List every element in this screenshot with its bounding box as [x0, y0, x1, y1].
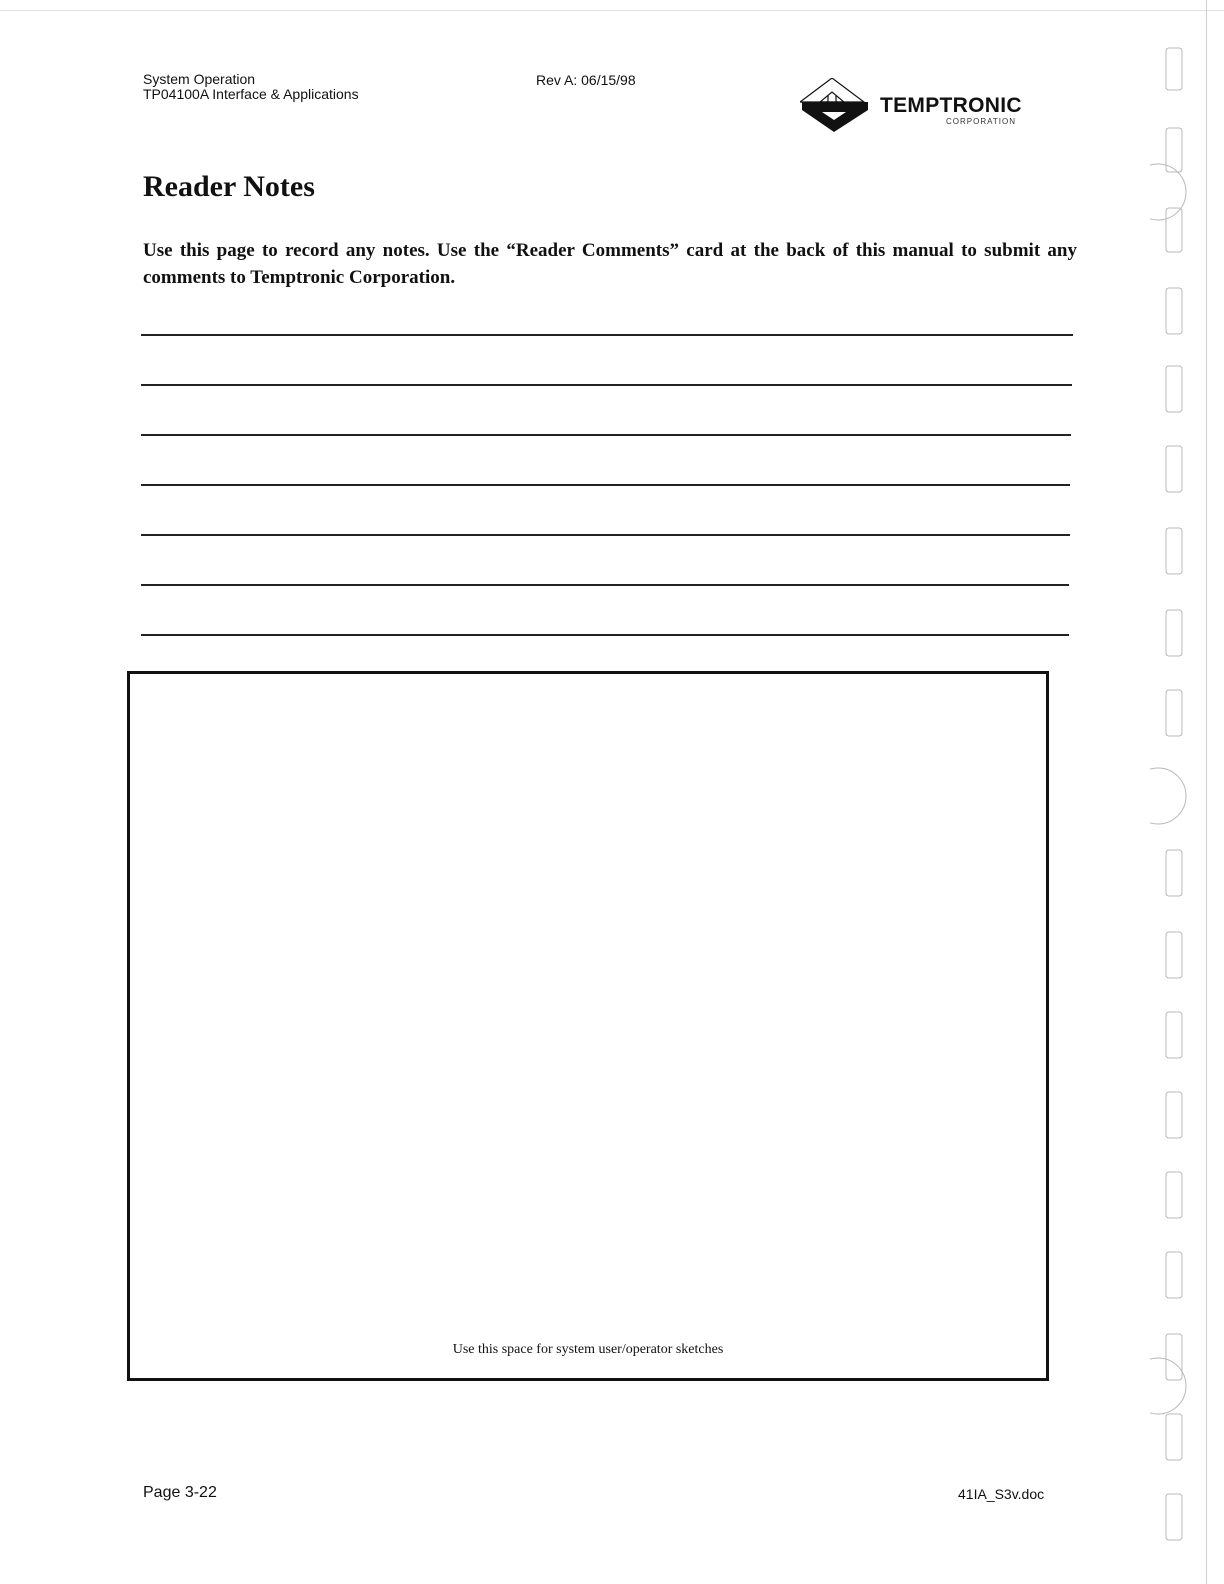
note-line	[141, 584, 1069, 586]
logo-wordmark: TEMPTRONIC	[880, 94, 1022, 117]
manual-title: TP04100A Interface & Applications	[143, 86, 359, 102]
page-number: Page 3-22	[143, 1484, 217, 1501]
sketch-caption: Use this space for system user/operator sketches	[452, 1342, 724, 1357]
note-line	[141, 334, 1073, 336]
binder-slots-icon	[1150, 0, 1224, 1584]
running-header	[143, 72, 359, 102]
revision-label: Rev A: 06/15/98	[536, 72, 636, 88]
note-line	[141, 634, 1069, 636]
intro-paragraph: Use this page to record any notes. Use the “Reader Comments” card at the back of this manual to submit any comments to Temptronic Corporation.	[143, 240, 1077, 288]
sketch-area	[127, 671, 1049, 1381]
page-title: Reader Notes	[143, 170, 315, 203]
section-title: System Operation	[143, 71, 256, 87]
binder-edge	[1150, 0, 1224, 1584]
note-line	[141, 384, 1072, 386]
temptronic-logo-icon	[800, 78, 872, 134]
company-logo	[800, 78, 1045, 134]
file-name: 41IA_S3v.doc	[958, 1486, 1045, 1502]
logo-subtitle: CORPORATION	[946, 117, 1016, 126]
scan-top-edge	[0, 10, 1224, 11]
note-line	[141, 484, 1070, 486]
note-line	[141, 534, 1070, 536]
note-line	[141, 434, 1071, 436]
